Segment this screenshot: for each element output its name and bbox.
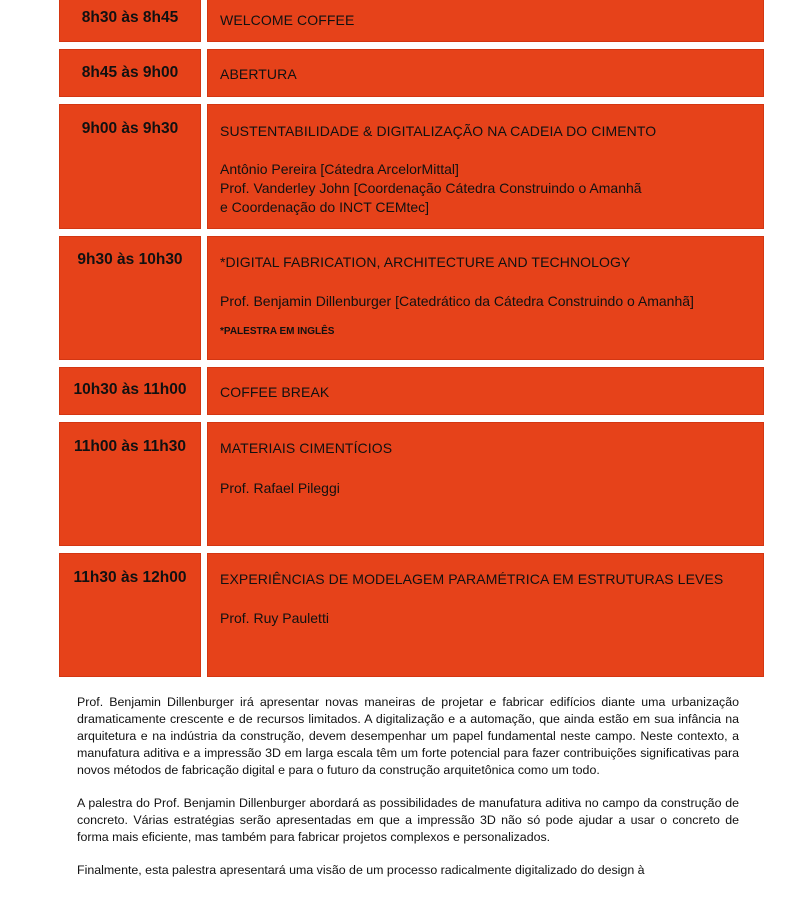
session-title: EXPERIÊNCIAS DE MODELAGEM PARAMÉTRICA EM ESTRUTURAS LEVES	[220, 571, 724, 587]
time-label: 10h30 às 11h00	[73, 381, 187, 398]
time-label: 9h30 às 10h30	[77, 251, 183, 268]
speaker-line: Prof. Ruy Pauletti	[220, 610, 329, 626]
speaker-line: Prof. Benjamin Dillenburger [Catedrático da Cátedra Construindo o Amanhã]	[220, 293, 694, 309]
session-title: SUSTENTABILIDADE & DIGITALIZAÇÃO NA CADEIA DO CIMENTO	[220, 123, 657, 139]
session-title: ABERTURA	[220, 66, 297, 82]
speaker-line: Prof. Vanderley John [Coordenação Cátedra Construindo o Amanhã	[220, 180, 642, 196]
schedule-row	[59, 104, 765, 229]
schedule-row	[59, 0, 765, 42]
description-text	[77, 694, 739, 895]
session-cell	[207, 236, 764, 360]
session-cell	[207, 553, 764, 677]
schedule-row	[59, 236, 765, 360]
description-paragraph: A palestra do Prof. Benjamin Dillenburger abordará as possibilidades de manufatura aditiva no campo da construção de concreto. Várias estratégias serão apresentadas em que a impressão 3D não só pode ajudar a usar o concreto de forma mais eficiente, mas também para fabricar projetos complexos e personalizados.	[77, 796, 739, 844]
session-title: COFFEE BREAK	[220, 384, 330, 400]
time-cell	[59, 104, 201, 229]
time-cell	[59, 236, 201, 360]
session-cell	[207, 49, 764, 97]
time-label: 8h45 às 9h00	[81, 64, 179, 81]
time-cell	[59, 553, 201, 677]
speaker-list	[220, 160, 763, 217]
session-title: *DIGITAL FABRICATION, ARCHITECTURE AND TECHNOLOGY	[220, 254, 631, 270]
time-cell	[59, 422, 201, 546]
schedule-row	[59, 367, 765, 415]
session-cell	[207, 422, 764, 546]
description-paragraph: Finalmente, esta palestra apresentará uma visão de um processo radicalmente digitalizado do design à	[77, 863, 645, 877]
description-paragraph: Prof. Benjamin Dillenburger irá apresentar novas maneiras de projetar e fabricar edifícios diante uma urbanização dramaticamente crescente e de recursos limitados. A digitalização e a automação, que ainda estão em sua infância na arquitetura e na indústria da construção, devem desempenhar um papel fundamental neste campo. Neste contexto, a manufatura aditiva e a impressão 3D em larga escala têm um forte potencial para fazer contribuições significativas para novos métodos de fabricação digital e para o futuro da construção arquitetônica como um todo.	[77, 695, 739, 777]
session-cell	[207, 367, 764, 415]
schedule-row	[59, 422, 765, 546]
speaker-line: Antônio Pereira [Cátedra ArcelorMittal]	[220, 161, 459, 177]
speaker-line: e Coordenação do INCT CEMtec]	[220, 199, 430, 215]
time-label: 8h30 às 8h45	[81, 9, 179, 26]
time-label: 11h30 às 12h00	[73, 569, 187, 586]
schedule-row	[59, 553, 765, 677]
speaker-line: Prof. Rafael Pileggi	[220, 480, 340, 496]
session-cell	[207, 104, 764, 229]
speaker-list	[220, 609, 763, 628]
session-title: MATERIAIS CIMENTÍCIOS	[220, 440, 393, 456]
speaker-list	[220, 292, 763, 311]
language-note: *PALESTRA EM INGLÊS	[220, 326, 335, 337]
session-title: WELCOME COFFEE	[220, 12, 355, 28]
session-cell	[207, 0, 764, 42]
time-cell	[59, 49, 201, 97]
speaker-list	[220, 479, 763, 498]
time-cell	[59, 367, 201, 415]
time-label: 11h00 às 11h30	[73, 438, 187, 455]
time-label: 9h00 às 9h30	[81, 120, 179, 137]
schedule-row	[59, 49, 765, 97]
time-cell	[59, 0, 201, 42]
